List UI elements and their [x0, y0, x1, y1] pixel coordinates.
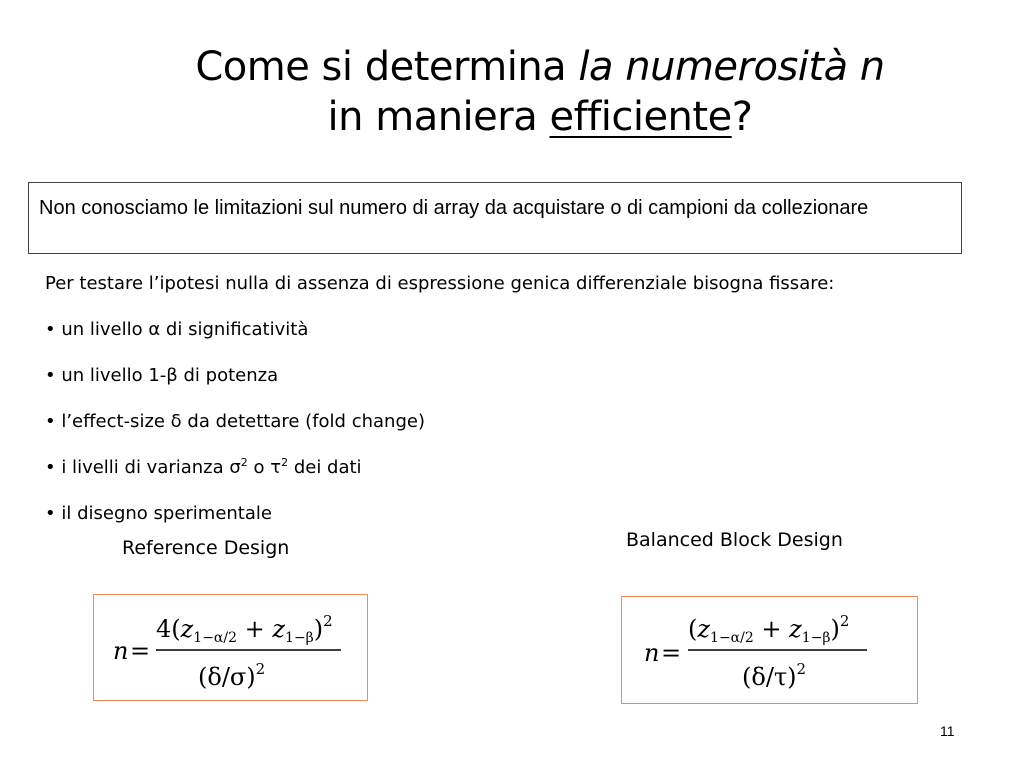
- title-text-italic: la numerosità n: [578, 44, 885, 90]
- bullet-power: • un livello 1-β di potenza: [45, 365, 279, 386]
- bullet-variance-sup2: 2: [281, 456, 289, 469]
- note-box: [28, 182, 962, 254]
- title-line-2: [120, 92, 960, 142]
- reference-formula: [94, 595, 369, 702]
- formula-denominator: $(\delta/\tau)^2$: [742, 660, 807, 691]
- formula-numerator: $4(z_{1-\alpha/2} + z_{1-\beta})^2$: [156, 612, 333, 646]
- balanced-design-label: Balanced Block Design: [626, 529, 843, 551]
- bullet-variance: [45, 452, 985, 498]
- page-number: 11: [940, 723, 955, 739]
- title-text-underlined: efficiente: [549, 94, 732, 140]
- bullet-significance: • un livello α di significatività: [45, 319, 309, 340]
- title-line-1: [120, 42, 960, 92]
- formula-equals: =: [130, 637, 151, 665]
- reference-formula-box: [93, 594, 368, 701]
- title-text-part3: in maniera: [327, 94, 550, 140]
- note-text: Non conosciamo le limitazioni sul numero di array da acquistare o di campioni da collezionare: [39, 197, 869, 219]
- formula-numerator: $(z_{1-\alpha/2} + z_{1-\beta})^2$: [688, 612, 850, 646]
- bullet-effect-size: • l’effect-size δ da detettare (fold change): [45, 411, 425, 432]
- title-text-qmark: ?: [731, 94, 753, 140]
- formula-equals: =: [661, 639, 682, 667]
- balanced-formula-box: [621, 596, 918, 704]
- body-text: [45, 268, 985, 544]
- formula-denominator: $(\delta/\sigma)^2$: [198, 660, 266, 691]
- bullet-design: • il disegno sperimentale: [45, 503, 272, 524]
- title-text-part1: Come si determina: [195, 44, 579, 90]
- bullet-variance-a: • i livelli di varianza σ: [45, 457, 241, 478]
- formula-n: n: [113, 637, 129, 665]
- balanced-formula: [622, 597, 919, 705]
- intro-line: Per testare l’ipotesi nulla di assenza di espressione genica differenziale bisogna fissare:: [45, 273, 835, 294]
- bullet-variance-sup1: 2: [240, 456, 248, 469]
- bullet-variance-b: o τ: [247, 457, 282, 478]
- formula-n: n: [644, 639, 660, 667]
- reference-design-label: Reference Design: [122, 537, 290, 559]
- slide-title: [120, 42, 960, 142]
- bullet-variance-c: dei dati: [288, 457, 362, 478]
